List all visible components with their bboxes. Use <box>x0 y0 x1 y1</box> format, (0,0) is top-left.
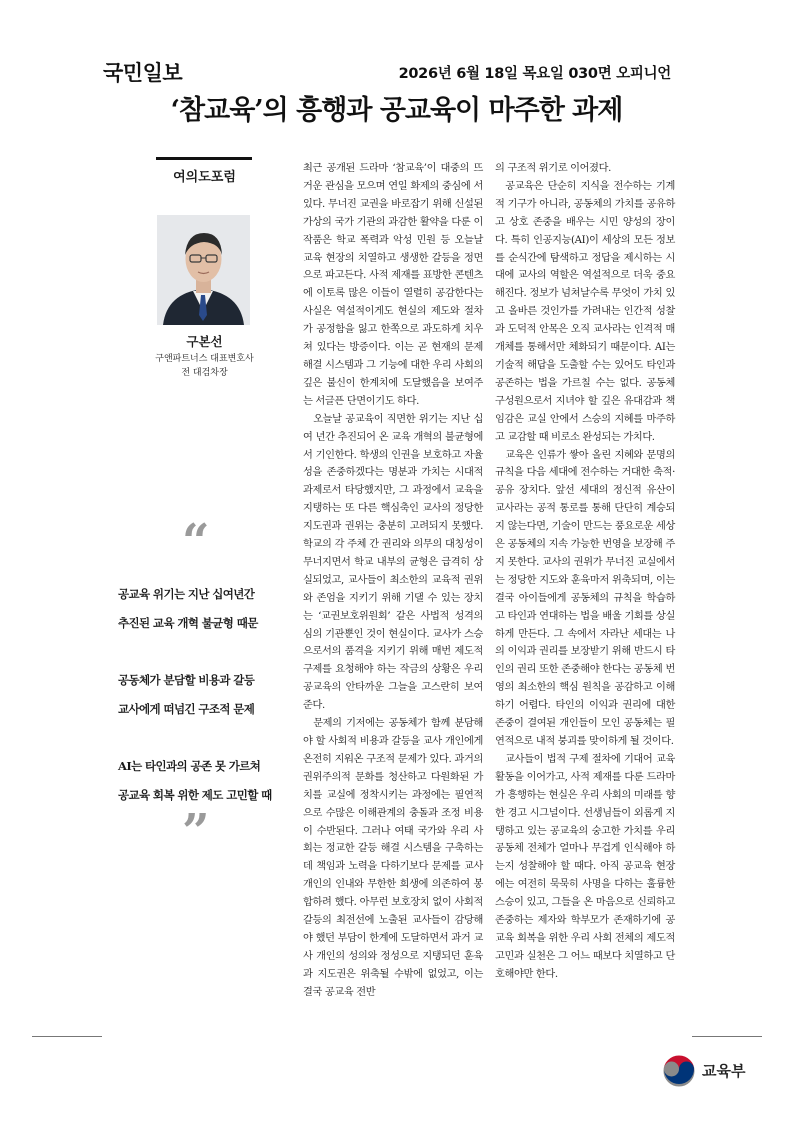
pull-quote <box>118 666 293 724</box>
forum-rule <box>156 157 252 160</box>
footer-rule-left <box>32 1036 102 1037</box>
headline: ‘참교육’의 흥행과 공교육이 마주한 과제 <box>170 95 623 126</box>
ministry-logo <box>660 1052 698 1094</box>
article-paragraph: 문제의 기저에는 공동체가 함께 분담해야 할 사회적 비용과 갈등을 교사 개인에게 온전히 지워온 구조적 문제가 있다. 과거의 권위주의적 문화를 청산하고 다원화된 가치를 교실에 정착시키는 과정에는 필연적으로 수많은 이해관계의 충돌과 조정 비용이 수반된다. 그러나 여태 국가와 우리 사회는 정교한 갈등 해결 시스템을 구축하는 데 책임과 노력을 다하기보다 문제를 교사 개인의 인내와 무한한 희생에 의존하여 봉합하려 했다. 아무런 보호장치 없이 사회적 갈등의 최전선에 노출된 교사들이 감당해야 했던 부담이 한계에 도달하면서 과거 교사 개인의 성의와 정성으로 지탱되던 훈육과 지도권은 위축될 수밖에 없었고, 이는 결국 공교육 전반 <box>303 718 483 998</box>
forum-label: 여의도포럼 <box>173 170 236 185</box>
pull-quote-line: 교사에게 떠넘긴 구조적 문제 <box>118 702 255 716</box>
article-paragraph: 오늘날 공교육이 직면한 위기는 지난 십여 년간 추진되어 온 교육 개혁의 불균형에서 기인한다. 학생의 인권을 보호하고 자율성을 존중하겠다는 명분과 가치는 시대적 과제로서 타당했지만, 그 과정에서 교육을 지탱하는 또 다른 핵심축인 교사의 정당한 지도권과 권위는 충분히 고려되지 못했다. 학교의 각 주체 간 권리와 의무의 대칭성이 무너지면서 학교 내부의 균형은 급격히 상실되었고, 교사들이 최소한의 교육적 권위와 존엄을 지키기 위해 기댈 수 있는 장치는 ‘교권보호위원회’ 같은 사법적 성격의 심의 기관뿐인 것이 현실이다. 교사가 스승으로서의 품격을 지키기 위해 매번 제도적 구제를 요청해야 하는 작금의 상황은 우리 공교육의 안타까운 그늘을 고스란히 보여준다. <box>303 413 483 712</box>
ministry-emblem-icon <box>660 1052 698 1090</box>
article-paragraph: 최근 공개된 드라마 ‘참교육’이 대중의 뜨거운 관심을 모으며 연일 화제의 중심에 서 있다. 무너진 교권을 바로잡기 위해 신설된 가상의 국가 기관의 과감한 활약을 다룬 이 작품은 학교 폭력과 악성 민원 등 오늘날 교육 현장의 치열하고 생생한 갈등을 정면으로 파고든다. 사적 제재를 표방한 콘텐츠에 이토록 많은 이들이 열렬히 공감한다는 사실은 역설적이게도 현실의 제도와 절차가 공정함을 잃고 한쪽으로 과도하게 치우쳐 있다는 방증이다. 이는 곧 현재의 문제 해결 시스템과 그 기능에 대한 우리 사회의 깊은 불신이 한계치에 도달했음을 보여주는 서글픈 단면이기도 하다. <box>303 163 483 407</box>
author-title-line2: 전 대검차장 <box>181 368 228 378</box>
pull-quote-line: AI는 타인과의 공존 못 가르쳐 <box>118 759 261 773</box>
pull-quote-line: 공동체가 분담할 비용과 갈등 <box>118 673 255 687</box>
pull-quotes <box>118 580 293 838</box>
article-paragraph: 의 구조적 위기로 이어졌다. <box>495 163 611 174</box>
pull-quote-line: 추진된 교육 개혁 불균형 때문 <box>118 616 258 630</box>
author-title-line1: 구앤파트너스 대표변호사 <box>155 354 254 364</box>
pull-quote <box>118 752 293 810</box>
ministry-name: 교육부 <box>702 1062 746 1080</box>
article-paragraph: 교사들이 법적 구제 절차에 기대어 교육 활동을 이어가고, 사적 제재를 다룬 드라마가 흥행하는 현실은 우리 사회의 미래를 향한 경고 시그널이다. 선생님들이 외롭게 지탱하고 있는 공교육의 숭고한 가치를 우리 공동체 전체가 얼마나 무겁게 인식해야 하는지 성찰해야 할 때다. 아직 공교육 현장에는 여전히 묵묵히 사명을 다하는 훌륭한 스승이 있고, 그들을 온 마음으로 신뢰하고 존중하는 제자와 학부모가 존재하기에 공교육 회복을 위한 우리 사회 전체의 제도적 고민과 실천은 그 어느 때보다 치열하고 단호해야만 한다. <box>495 753 675 980</box>
article-paragraph: 교육은 인류가 쌓아 올린 지혜와 문명의 규칙을 다음 세대에 전수하는 거대한 축적·공유 장치다. 앞선 세대의 정신적 유산이 교사라는 공적 통로를 통해 단단히 계승되지 않는다면, 기술이 만드는 풍요로운 세상은 공동체의 지속 가능한 번영을 보장해 주지 못한다. 교사의 권위가 무너진 교실에서는 정당한 지도와 훈육마저 위축되며, 이는 결국 아이들에게 공동체의 규칙을 학습하고 타인과 연대하는 법을 배울 기회를 상실하게 만든다. 그 속에서 자라난 세대는 나의 이익과 권리를 보장받기 위해 반드시 타인의 권리 또한 존중해야 한다는 공동체 번영의 최소한의 핵심 원칙을 공감하고 이해하기 어렵다. 타인의 이익과 권리에 대한 존중이 결여된 개인들이 모인 공동체는 필연적으로 내적 붕괴를 맞이하게 될 것이다. <box>495 449 675 747</box>
author-photo <box>157 215 250 325</box>
article-paragraph: 공교육은 단순히 지식을 전수하는 기계적 기구가 아니라, 공동체의 가치를 공유하고 상호 존중을 배우는 시민 양성의 장이다. 특히 인공지능(AI)이 세상의 모든 정보를 순식간에 탐색하고 정답을 제시하는 시대에 교사의 역할은 역설적으로 더욱 중요해진다. 정보가 넘쳐날수록 무엇이 가치 있고 올바른 것인가를 가려내는 인간적 성찰과 도덕적 안목은 오직 교사라는 인격적 매개체를 통해서만 체화되기 때문이다. AI는 기술적 해답을 도출할 수는 있어도 타인과 공존하는 법을 가르칠 수는 없다. 공동체 구성원으로서 지녀야 할 깊은 유대감과 책임감은 교실 안에서 스승의 지혜를 마주하고 교감할 때 비로소 완성되는 가치다. <box>495 180 675 443</box>
author-name: 구본선 <box>186 334 223 349</box>
author-sidebar <box>120 157 285 380</box>
close-quote-icon: ” <box>182 804 210 860</box>
masthead: 국민일보 <box>103 60 183 85</box>
article-column-1 <box>303 160 483 1002</box>
pull-quote-line: 공교육 위기는 지난 십여년간 <box>118 587 255 601</box>
pull-quote-line: 공교육 회복 위한 제도 고민할 때 <box>118 788 272 802</box>
author-title <box>124 352 285 380</box>
article-column-2 <box>495 160 675 984</box>
author-portrait-icon <box>157 215 250 325</box>
footer-rule-right <box>692 1036 762 1037</box>
dateline: 2026년 6월 18일 목요일 030면 오피니언 <box>398 66 671 82</box>
open-quote-icon: “ <box>182 514 210 570</box>
pull-quote <box>118 580 293 638</box>
